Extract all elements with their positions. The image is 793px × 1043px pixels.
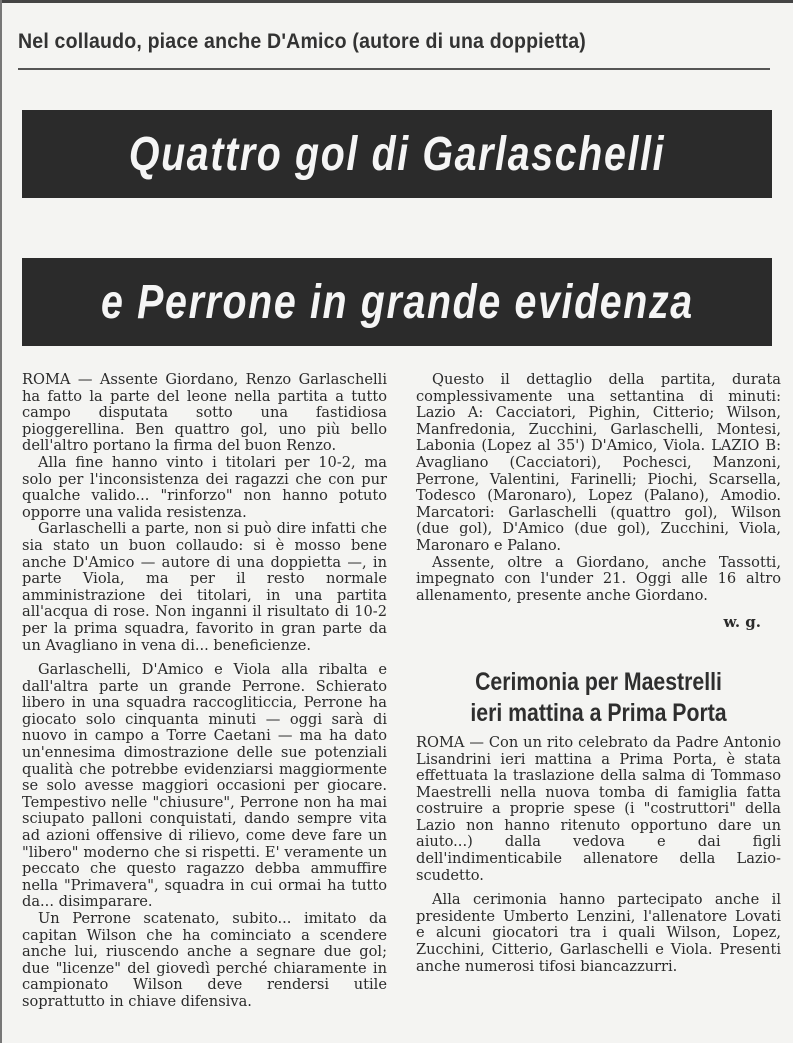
article-paragraph: Questo il dettaglio della partita, durata complessivamente una settantina di minuti: Lazio A: Cacciatori, Pighin, Citterio; Wilson, Manfredonia, Zucchini, Garlaschelli, Montesi, Labonia (Lopez al 35') D'Amico, Viola. LAZIO B: Avagliano (Cacciatori), Pochesci, Manzoni, Perrone, Valentini, Farinelli; Piochi, Scarsella, Todesco (Maronaro), Lopez (Palano), Amodio. Marcatori: Garlaschelli (quattro gol), Wilson (due gol), D'Amico (due gol), Zucchini, Viola, Maronaro e Palano. — [416, 371, 781, 554]
author-signature: w. g. — [723, 613, 761, 632]
kicker-rule — [18, 68, 770, 70]
headline-line-2: e Perrone in grande evidenza — [100, 275, 694, 329]
headline-banner-2 — [22, 258, 772, 346]
article-column-right — [416, 372, 781, 975]
left-border — [0, 0, 2, 1043]
article2-headline — [443, 667, 753, 729]
article-paragraph: Un Perrone scatenato, subito... imitato da capitan Wilson che ha cominciato a scendere anche lui, riuscendo anche a segnare due gol; due "licenze" del giovedì perché chiaramente in campionato Wilson deve rendersi utile soprattutto in chiave difensiva. — [22, 910, 387, 1010]
article-paragraph: Assente, oltre a Giordano, anche Tassotti, impegnato con l'under 21. Oggi alle 16 altro allenamento, presente anche Giordano. — [416, 553, 781, 604]
top-border — [0, 0, 793, 3]
article2-paragraph: Alla cerimonia hanno partecipato anche il presidente Umberto Lenzini, l'allenatore Lovati e alcuni giocatori tra i quali Wilson, Lopez, Zucchini, Citterio, Garlaschelli e Viola. Presenti anche numerosi tifosi biancazzurri. — [416, 891, 781, 975]
article-column-left — [22, 372, 387, 1011]
article-paragraph: Garlaschelli, D'Amico e Viola alla ribalta e dall'altra parte un grande Perrone. Schierato libero in una squadra raccogliticcia, Perrone ha giocato solo cinquanta minuti — oggi sarà di nuovo in campo a Torre Caetani — ma ha dato un'ennesima dimostrazione delle sue potenziali qualità che potrebbe evidenziarsi maggiormente se solo avesse maggiori occasioni per giocare. Tempestivo nelle "chiusure", Perrone non ha mai sciupato palloni conquistati, dando sempre vita ad azioni offensive di rilievo, come deve fare un "libero" moderno che si rispetti. E' veramente un peccato che questo ragazzo debba ammuffire nella "Primavera", squadra in cui ormai ha tutto da... disimparare. — [22, 661, 387, 911]
article-paragraph: Alla fine hanno vinto i titolari per 10-2, ma solo per l'inconsistenza dei ragazzi che con pur qualche valido... "rinforzo" non hanno potuto opporre una valida resistenza. — [22, 453, 387, 521]
article2-headline-line-1: Cerimonia per Maestrelli — [475, 667, 722, 696]
article2-headline-line-2: ieri mattina a Prima Porta — [470, 698, 727, 727]
headline-line-1: Quattro gol di Garlaschelli — [128, 127, 666, 181]
article-paragraph: Garlaschelli a parte, non si può dire infatti che sia stato un buon collaudo: si è mosso bene anche D'Amico — autore di una doppietta —, in parte Viola, ma per il resto normale amministrazione dei titolari, in una partita all'acqua di rose. Non inganni il risultato di 10-2 per la prima squadra, favorito in gran parte da un Avagliano in vena di... beneficienze. — [22, 520, 387, 654]
headline-banner-1 — [22, 110, 772, 198]
article2-paragraph: ROMA — Con un rito celebrato da Padre Antonio Lisandrini ieri mattina a Prima Porta, è stata effettuata la traslazione della salma di Tommaso Maestrelli nella nuova tomba di famiglia fatta costruire a proprie spese (i "costruttori" della Lazio non hanno ritenuto opportuno dare un aiuto...) dalla vedova e dai figli dell'indimenticabile allenatore della Lazio-scudetto. — [416, 733, 781, 884]
article-paragraph: ROMA — Assente Giordano, Renzo Garlaschelli ha fatto la parte del leone nella partita a tutto campo disputata sotto una fastidiosa pioggerellina. Ben quattro gol, uno più bello dell'altro portano la firma del buon Renzo. — [22, 371, 387, 455]
kicker-headline: Nel collaudo, piace anche D'Amico (autore di una doppietta) — [18, 30, 586, 53]
